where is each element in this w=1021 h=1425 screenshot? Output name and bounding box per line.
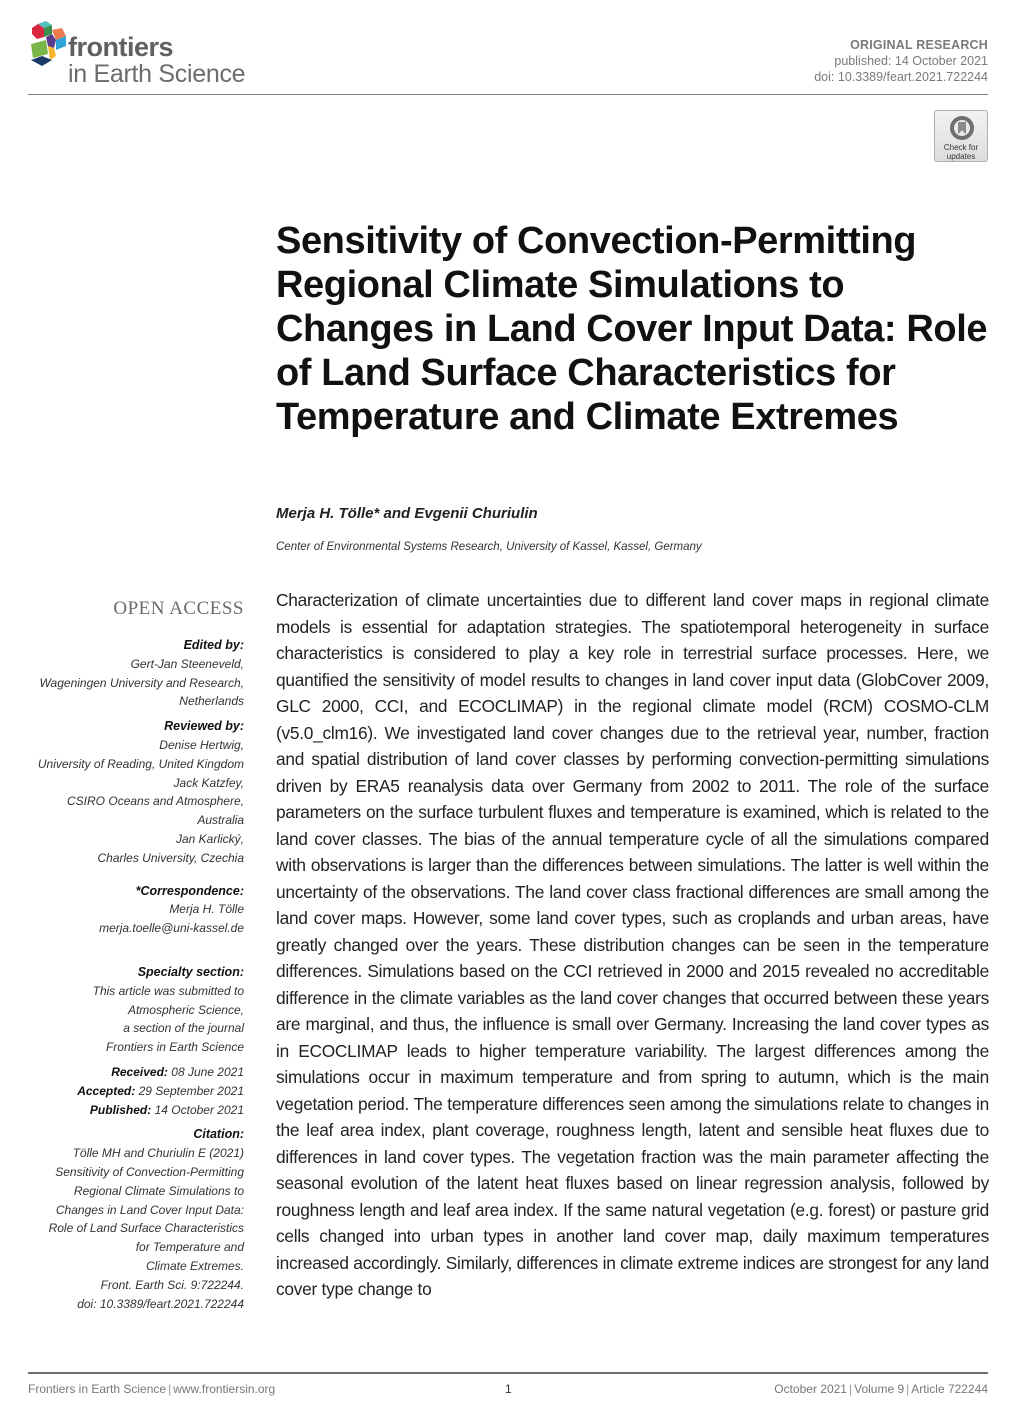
- specialty-line: Atmospheric Science,: [127, 1002, 244, 1017]
- citation-line: Tölle MH and Churiulin E (2021): [72, 1146, 244, 1161]
- reviewed-by-section: [20, 717, 244, 867]
- edited-by-heading: Edited by:: [183, 638, 244, 652]
- citation-line: Climate Extremes.: [145, 1258, 244, 1273]
- accepted-label: Accepted:: [77, 1083, 136, 1098]
- doi[interactable]: doi: 10.3389/feart.2021.722244: [814, 70, 988, 84]
- footer-article: Article 722244: [911, 1382, 988, 1396]
- page-number: 1: [505, 1382, 512, 1396]
- citation-section: [20, 1125, 244, 1313]
- reviewer-line: Jack Katzfey,: [173, 775, 244, 790]
- reviewer-line: Denise Hertwig,: [159, 737, 244, 752]
- published-label: Published:: [89, 1102, 152, 1117]
- published-value: 14 October 2021: [154, 1102, 244, 1117]
- correspondence-email[interactable]: merja.toelle@uni-kassel.de: [99, 921, 244, 936]
- frontiers-logo-icon: [28, 20, 68, 68]
- citation-heading: Citation:: [193, 1127, 244, 1142]
- citation-line: Role of Land Surface Characteristics: [48, 1221, 244, 1236]
- accepted-value: 29 September 2021: [138, 1083, 244, 1098]
- published-date-sidebar: [20, 1101, 244, 1120]
- reviewer-line: CSIRO Oceans and Atmosphere,: [67, 794, 244, 809]
- citation-line: for Temperature and: [135, 1240, 244, 1255]
- editor-line: Wageningen University and Research,: [39, 675, 244, 690]
- specialty-line: This article was submitted to: [92, 983, 244, 998]
- correspondence-heading: *Correspondence:: [135, 883, 244, 898]
- footer-website-link[interactable]: www.frontiersin.org: [173, 1382, 276, 1396]
- header-divider: [28, 94, 988, 95]
- correspondence-name: Merja H. Tölle: [169, 902, 244, 917]
- check-for-updates-button[interactable]: [934, 110, 988, 162]
- article-meta: [814, 37, 988, 85]
- footer-issue-info: October 2021 | Volume 9 | Article 722244: [774, 1382, 988, 1396]
- affiliation: Center of Environmental Systems Research, University of Kassel, Kassel, Germany: [276, 541, 702, 553]
- journal-logo[interactable]: [28, 20, 278, 90]
- citation-doi[interactable]: doi: 10.3389/feart.2021.722244: [77, 1296, 244, 1311]
- check-updates-line1: Check for: [943, 143, 979, 152]
- footer-journal: Frontiers in Earth Science | www.frontiersin.org: [28, 1382, 276, 1396]
- specialty-heading: Specialty section:: [137, 964, 244, 979]
- abstract: Characterization of climate uncertainties due to different land cover maps in regional climate models is essential for adaptation strategies. The spatiotemporal heterogeneity in surface characteristics is considered to play a key role in terrestrial surface processes. Here, we quantified the sensitivity of model results to changes in land cover input data (GlobCover 2009, GLC 2000, CCI, and ECOCLIMAP) in the regional climate model (RCM) COSMO-CLM (v5.0_clm16). We investigated land cover changes due to the retrieval year, number, fraction and spatial distribution of land cover classes by performing convection-permitting simulations driven by ERA5 reanalysis data over Germany from 2002 to 2011. The role of the surface parameters on the surface turbulent fluxes and temperature is examined, which is related to the land cover classes. The bias of the annual temperature cycle of all the simulations compared with observations is larger than the differences between simulations. The latter is well within the uncertainty of the observations. The land cover class fractional differences are small among the land cover maps. However, some land cover types, such as croplands and urban areas, have greatly changed over the years. These distribution changes can be seen in the temperature differences. Simulations based on the CCI retrieved in 2000 and 2015 revealed no accreditable difference in the climate variables as the land cover changes that occurred between these years are marginal, and thus, the influence is small over Germany. Increasing the land cover types as in ECOCLIMAP leads to higher temperature variability. The largest differences among the simulations occur in maximum temperature and from spring to autumn, which is the main vegetation period. The temperature differences seen among the simulations relate to changes in the leaf area index, plant coverage, roughness length, latent and sensible heat fluxes due to differences in land cover types. The vegetation fraction was the main parameter affecting the seasonal evolution of the latent heat fluxes based on linear regression analysis, followed by roughness length and leaf area index. If the same natural vegetation (e.g. forest) or pasture grid cells changed into urban types in another land cover map, daily maximum temperatures increased accordingly. Similarly, differences in climate extreme indices are strongest for any land cover type change to: [276, 590, 989, 1299]
- edited-by-section: [20, 636, 244, 711]
- citation-line: Changes in Land Cover Input Data:: [55, 1202, 244, 1217]
- citation-line: Regional Climate Simulations to: [73, 1183, 244, 1198]
- journal-name: in Earth Science: [68, 60, 246, 88]
- article-type: ORIGINAL RESEARCH: [850, 38, 988, 52]
- correspondence-section: [20, 882, 244, 938]
- reviewer-line: Charles University, Czechia: [97, 850, 244, 865]
- accepted-date: [20, 1082, 244, 1101]
- footer-date: October 2021: [774, 1382, 847, 1396]
- footer-volume: Volume 9: [854, 1382, 905, 1396]
- citation-line: Front. Earth Sci. 9:722244.: [100, 1277, 244, 1292]
- specialty-section: [20, 963, 244, 1057]
- received-date: [20, 1063, 244, 1082]
- reviewer-line: Australia: [197, 813, 244, 828]
- check-updates-line2: updates: [946, 152, 976, 161]
- citation-line: Sensitivity of Convection-Permitting: [55, 1164, 244, 1179]
- reviewer-line: University of Reading, United Kingdom: [37, 756, 244, 771]
- reviewed-by-heading: Reviewed by:: [164, 719, 244, 734]
- authors: Merja H. Tölle* and Evgenii Churiulin: [276, 505, 538, 522]
- open-access-label: OPEN ACCESS: [113, 598, 244, 619]
- received-value: 08 June 2021: [171, 1064, 244, 1079]
- footer-journal-name: Frontiers in Earth Science: [28, 1382, 167, 1396]
- editor-line: Gert-Jan Steeneveld,: [130, 656, 244, 671]
- reviewer-line: Jan Karlický,: [175, 831, 244, 846]
- specialty-line: a section of the journal: [123, 1021, 244, 1036]
- article-sidebar: [20, 598, 244, 1319]
- specialty-line: Frontiers in Earth Science: [105, 1040, 244, 1055]
- dates-section: [20, 1063, 244, 1119]
- article-title: Sensitivity of Convection-Permitting Regional Climate Simulations to Changes in Land Cover Input Data: Role of Land Surface Characteristics for Temperature and Climate Extremes: [276, 220, 988, 438]
- published-date: published: 14 October 2021: [834, 54, 988, 68]
- received-label: Received:: [111, 1064, 168, 1079]
- journal-brand: frontiers: [68, 32, 174, 62]
- footer-divider: [28, 1372, 988, 1374]
- editor-line: Netherlands: [179, 694, 244, 709]
